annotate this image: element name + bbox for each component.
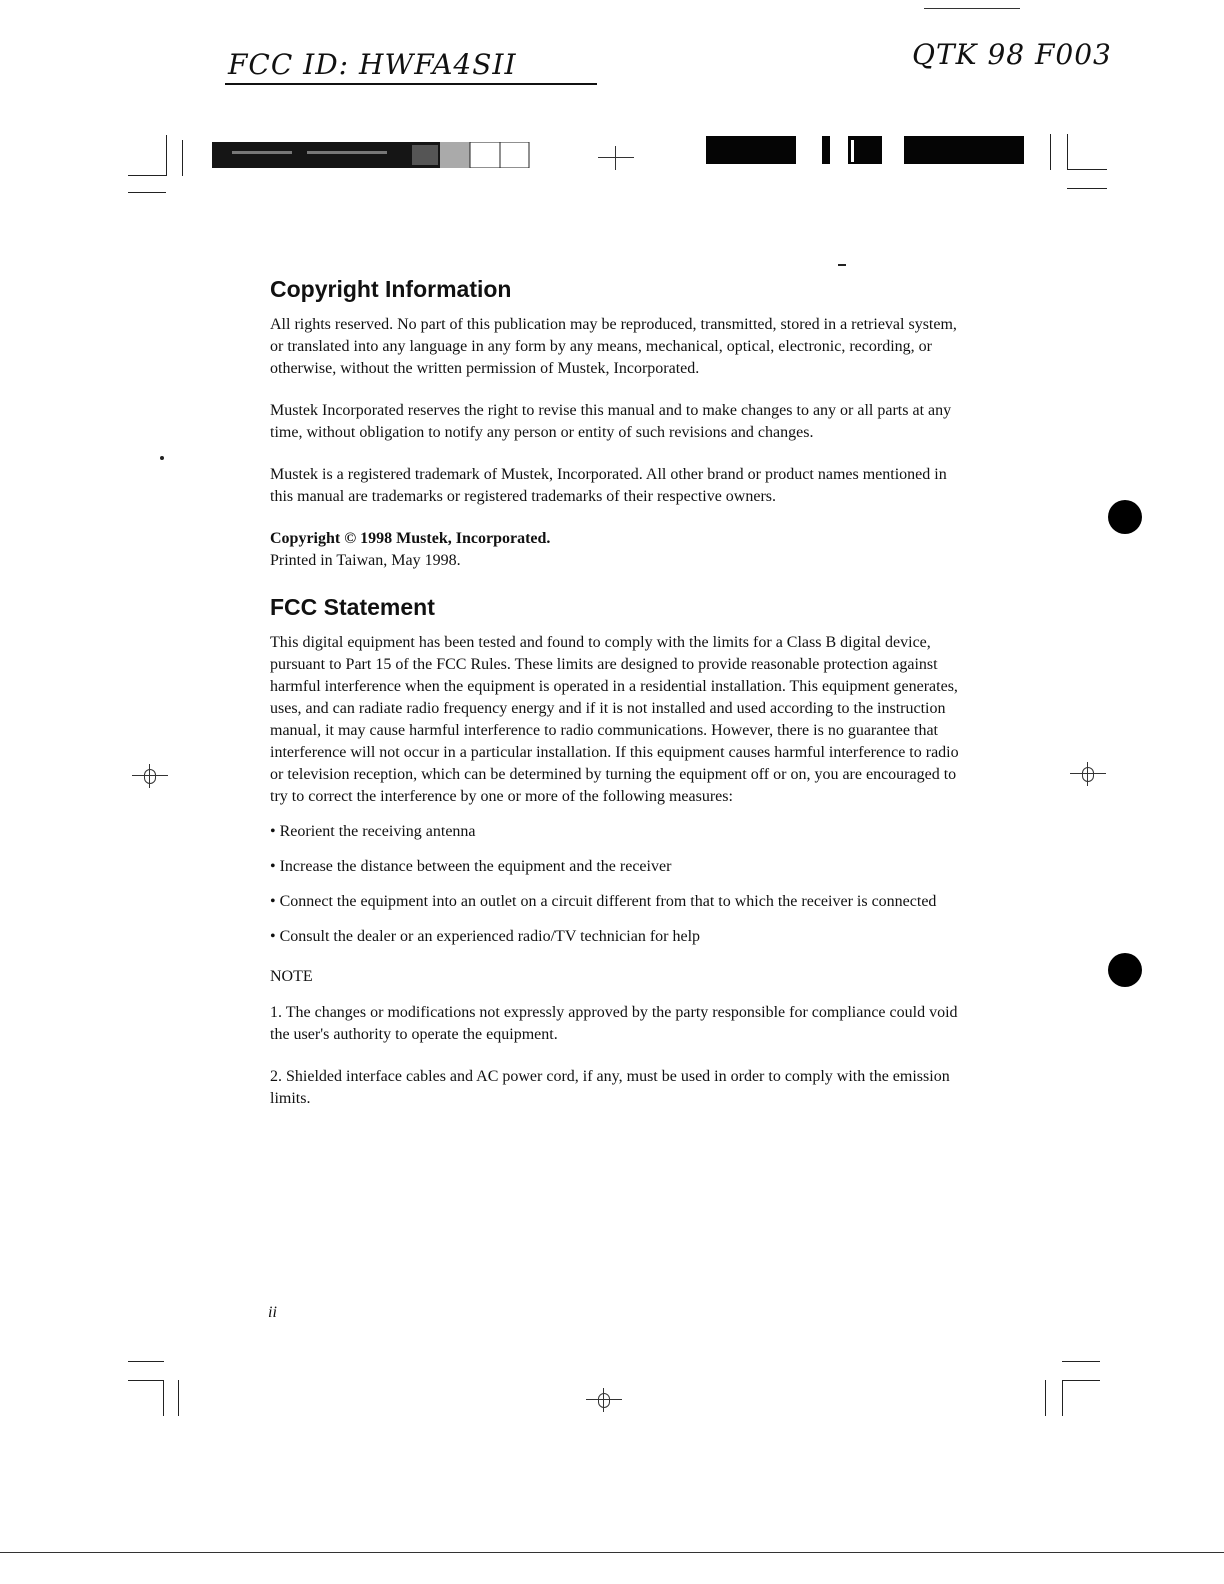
scan-speck xyxy=(838,264,846,266)
registration-crosshair-right xyxy=(1070,762,1106,786)
reference-code-handwritten: QTK 98 F003 xyxy=(912,38,1112,71)
scan-speck xyxy=(160,456,164,460)
fcc-body: This digital equipment has been tested and found to comply with the limits for a Class B digital device, pursuant to Part 15 of the FCC Rules. These limits are designed to provide reasonable protection against harmful interference when the equipment is operated in a residential installation. This equipment generates, uses, and can radiate radio frequency energy and if it is not installed and used according to the instruction manual, it may cause harmful interference to radio communications. However, there is no guarantee that interference will not occur in a particular installation. If this equipment causes harmful interference to radio or television reception, which can be determined by turning the equipment off or on, you are encouraged to try to correct the interference by one or more of the following measures: xyxy=(270,634,959,805)
printed-location-date: Printed in Taiwan, May 1998. xyxy=(270,552,461,569)
registration-crosshair-top xyxy=(598,146,634,170)
fcc-bullet: • Increase the distance between the equipment and the receiver xyxy=(270,858,672,875)
note-label: NOTE xyxy=(270,968,313,985)
copyright-paragraph-1: All rights reserved. No part of this publication may be reproduced, transmitted, stored in a retrieval system, or translated into any language in any form by any means, mechanical, optical, electronic, recording, or otherwise, without the written permission of Mustek, Incorporated. xyxy=(270,316,957,377)
calibration-bar-right xyxy=(706,136,1024,164)
copyright-heading: Copyright Information xyxy=(270,276,512,302)
scan-edge-line xyxy=(0,1552,1224,1553)
fcc-bullet: • Connect the equipment into an outlet on a circuit different from that to which the receiver is connected xyxy=(270,893,937,910)
page-number: ii xyxy=(268,1304,277,1321)
fcc-bullet: • Reorient the receiving antenna xyxy=(270,823,476,840)
top-rule xyxy=(924,8,1020,9)
note-item-1: 1. The changes or modifications not expressly approved by the party responsible for compliance could void the user's authority to operate the equipment. xyxy=(270,1004,958,1043)
copyright-notice: Copyright © 1998 Mustek, Incorporated. xyxy=(270,530,551,547)
fcc-id-handwritten: FCC ID: HWFA4SII xyxy=(228,48,517,81)
fcc-bullet: • Consult the dealer or an experienced radio/TV technician for help xyxy=(270,928,701,945)
binder-hole-lower xyxy=(1108,953,1142,987)
registration-crosshair-left xyxy=(132,764,168,788)
fcc-id-underline xyxy=(225,83,597,85)
note-item-2: 2. Shielded interface cables and AC power cord, if any, must be used in order to comply with the emission limits. xyxy=(270,1068,950,1107)
copyright-paragraph-2: Mustek Incorporated reserves the right to revise this manual and to make changes to any or all parts at any time, without obligation to notify any person or entity of such revisions and changes. xyxy=(270,402,952,441)
copyright-paragraph-3: Mustek is a registered trademark of Mustek, Incorporated. All other brand or product names mentioned in this manual are trademarks or registered trademarks of their respective owners. xyxy=(270,466,947,505)
registration-crosshair-bottom xyxy=(586,1388,622,1412)
fcc-heading: FCC Statement xyxy=(270,594,435,620)
binder-hole-upper xyxy=(1108,500,1142,534)
document-body xyxy=(270,272,970,1130)
calibration-bar-left xyxy=(212,142,530,168)
